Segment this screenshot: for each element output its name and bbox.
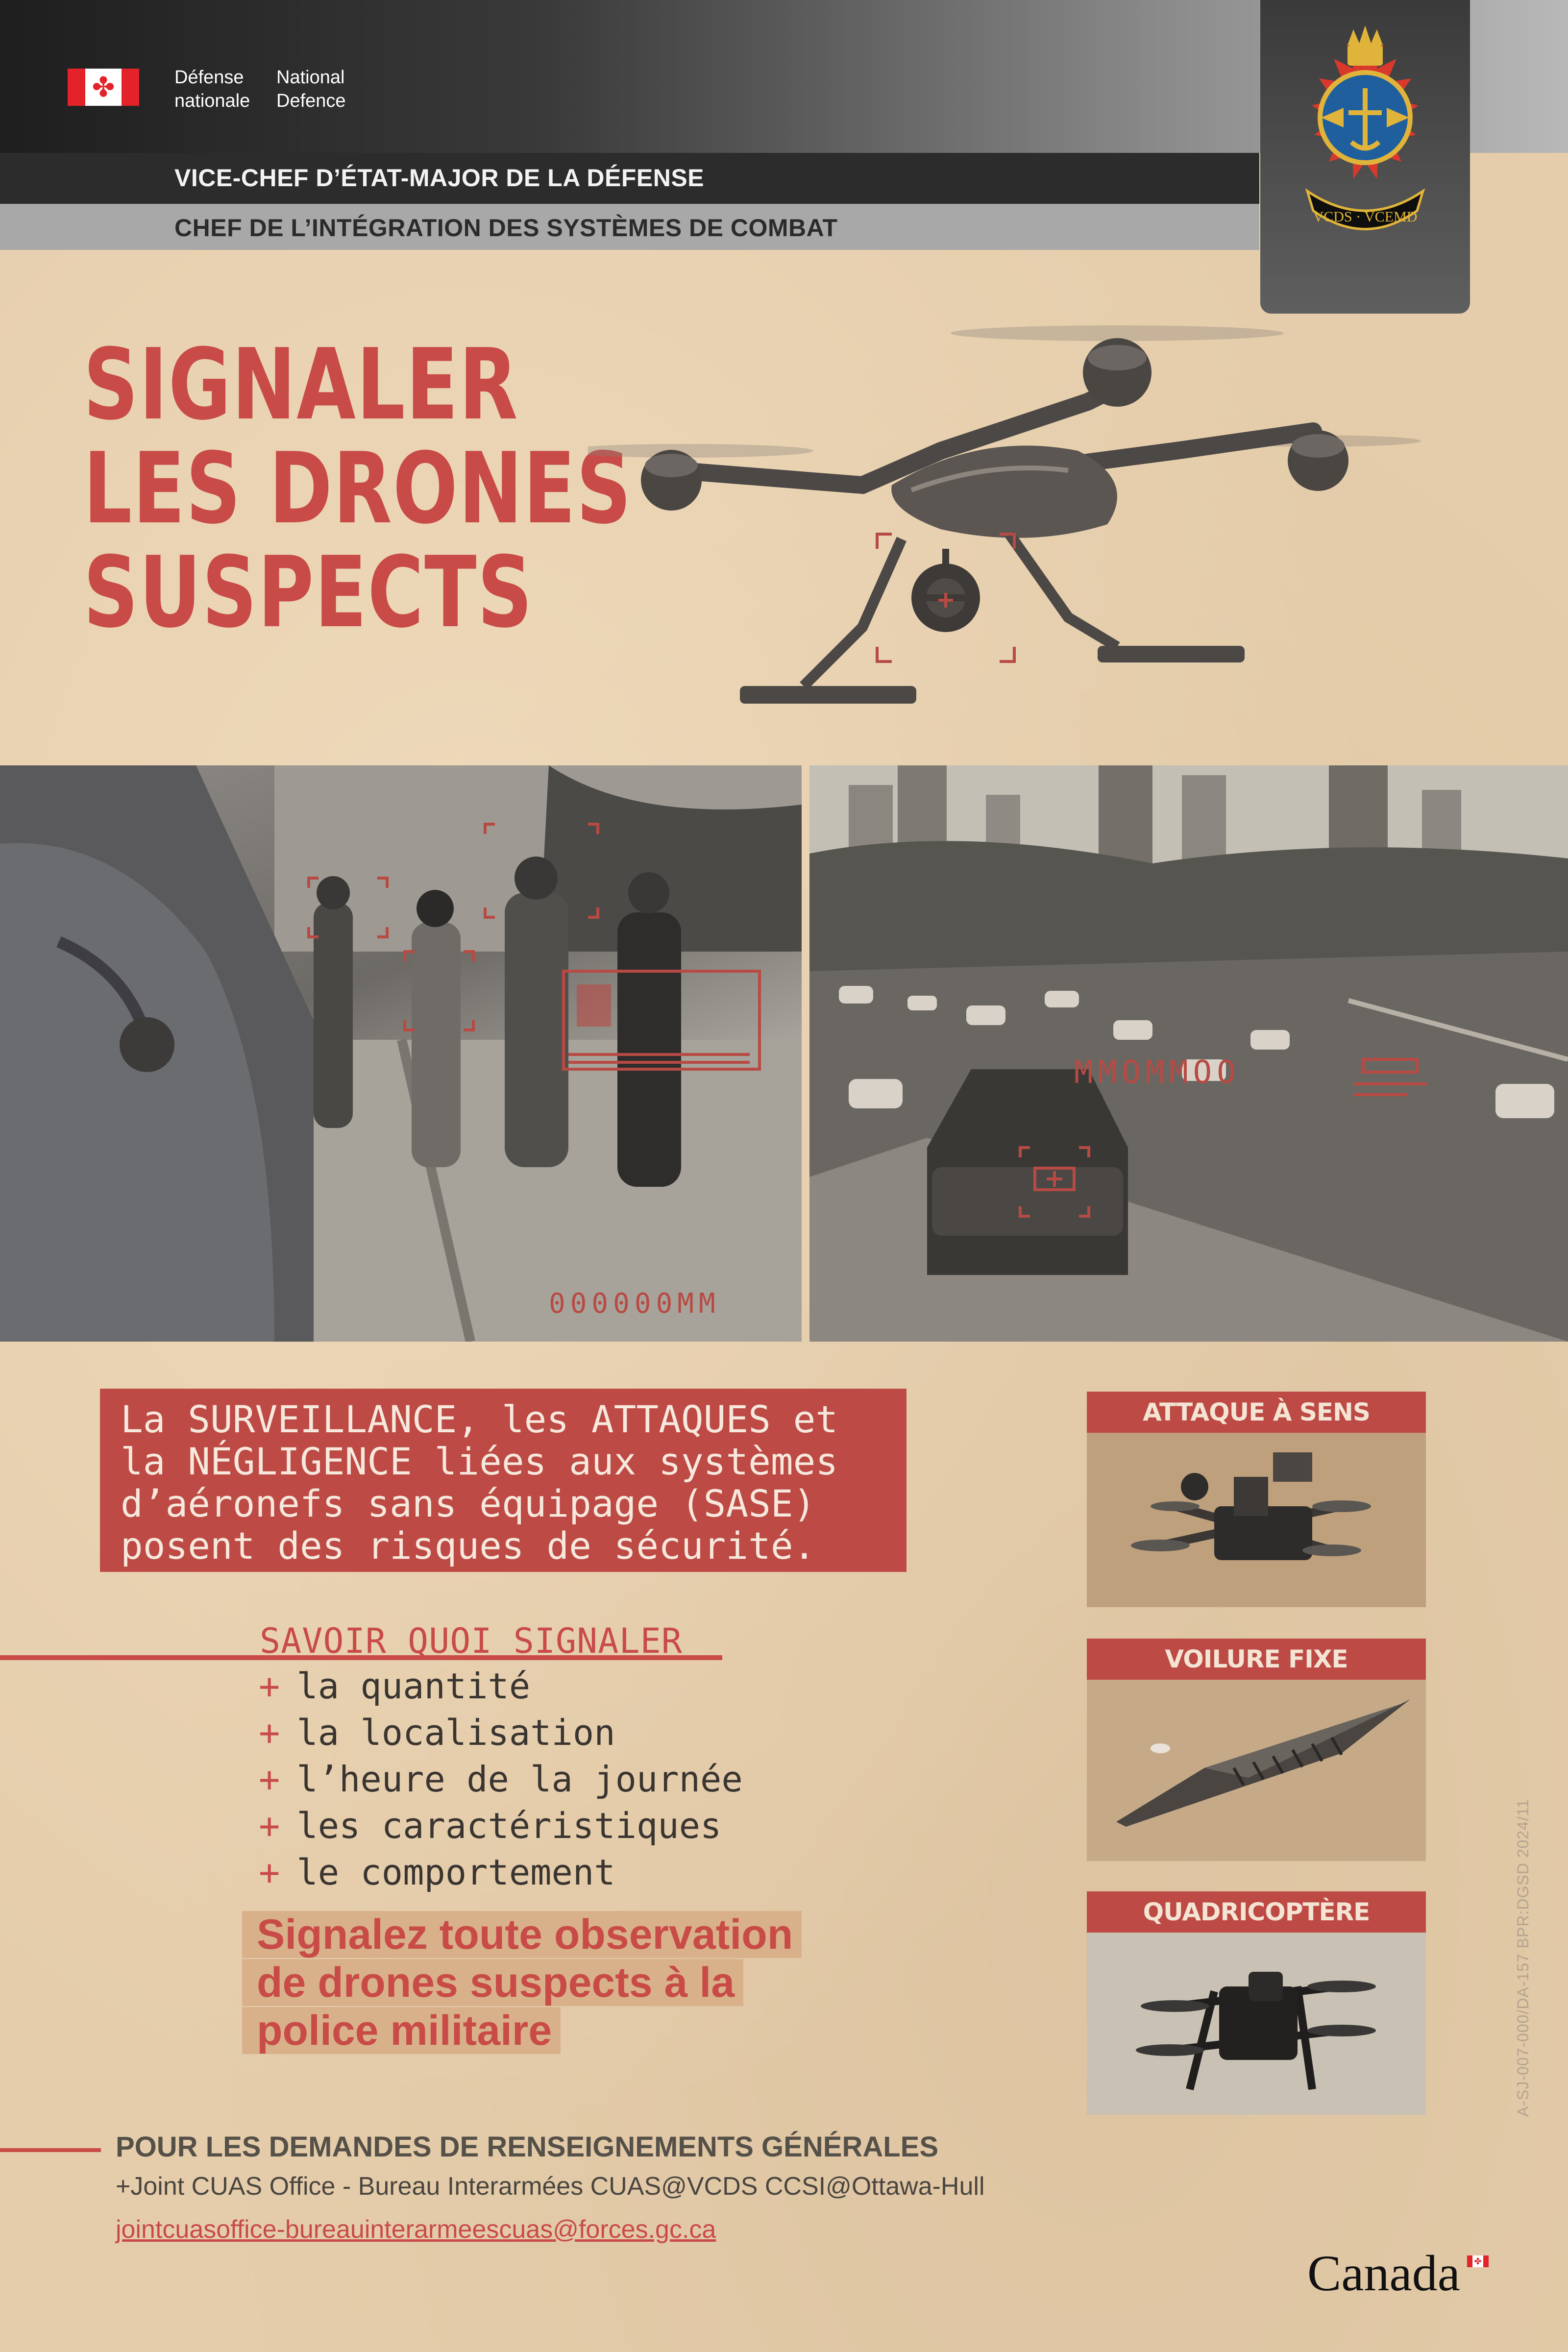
footer-office: +Joint CUAS Office - Bureau Interarmées CUAS@VCDS CCSI@Ottawa-Hull	[116, 2172, 985, 2201]
quadcopter-drone-icon	[1087, 1933, 1426, 2115]
list-item	[259, 1803, 743, 1849]
fixed-wing-drone-icon	[1087, 1680, 1426, 1861]
report-item-quantity: la quantité	[296, 1666, 531, 1707]
document-code: A-SJ-007-000/DA-157 BPR:DGSD 2024/11	[1514, 1798, 1532, 2117]
drone-card-one-way-attack	[1087, 1392, 1426, 1607]
vcds-crest-icon	[1260, 0, 1470, 314]
photo-pedestrians	[0, 765, 802, 1342]
risk-statement-text: La SURVEILLANCE, les ATTAQUES et la NÉGLIGENCE liées aux systèmes d’aéronefs sans équipage (SASE) posent des risques de sécurité.	[121, 1397, 838, 1568]
sub-organization-band	[0, 204, 1259, 250]
report-heading: SAVOIR QUOI SIGNALER	[260, 1621, 683, 1661]
contact-email-link[interactable]: jointcuasoffice-bureauinterarmeescuas@forces.gc.ca	[116, 2215, 716, 2244]
drone-card-quadcopter	[1087, 1891, 1426, 2115]
photo-left-code: 000000MM	[549, 1288, 720, 1320]
call-line-1: Signalez toute observation	[242, 1911, 802, 1958]
list-item	[259, 1756, 743, 1803]
signature-english: National Defence	[276, 67, 346, 111]
drone-card-caption: ATTAQUE À SENS	[1087, 1392, 1426, 1433]
photo-right-code: MMOMMOO	[1074, 1054, 1241, 1091]
footer-title: POUR LES DEMANDES DE RENSEIGNEMENTS GÉNÉRALES	[116, 2131, 938, 2163]
report-item-location: la localisation	[296, 1712, 615, 1753]
crest-label: VCDS · VCEMD	[1313, 209, 1418, 225]
call-line-3: police militaire	[242, 2007, 561, 2054]
list-item	[259, 1663, 743, 1710]
title-line-3: SUSPECTS	[83, 536, 534, 650]
list-item	[259, 1849, 743, 1896]
title-line-1: SIGNALER	[83, 328, 519, 442]
report-checklist	[259, 1663, 743, 1896]
report-item-behaviour: le comportement	[296, 1852, 615, 1893]
canada-flag-icon: ✤	[68, 69, 139, 106]
call-to-action	[242, 1911, 802, 2055]
hero-drone-illustration	[588, 274, 1421, 755]
report-item-time: l’heure de la journée	[296, 1759, 743, 1800]
sub-organization-name: CHEF DE L’INTÉGRATION DES SYSTÈMES DE COMBAT	[174, 214, 838, 242]
plus-icon: +	[259, 1759, 280, 1800]
crest-panel	[1260, 0, 1470, 314]
plus-icon: +	[259, 1712, 280, 1753]
drone-card-caption: QUADRICOPTÈRE	[1087, 1891, 1426, 1933]
organization-name: VICE-CHEF D’ÉTAT-MAJOR DE LA DÉFENSE	[174, 164, 705, 192]
signature-french: Défense nationale	[174, 67, 250, 111]
plus-icon: +	[259, 1805, 280, 1846]
canada-wordmark: Canada	[1307, 2245, 1460, 2302]
fpv-drone-icon	[1087, 1433, 1426, 1607]
report-item-characteristics: les caractéristiques	[296, 1805, 722, 1846]
organization-band	[0, 153, 1259, 204]
call-line-2: de drones suspects à la	[242, 1959, 743, 2006]
risk-statement-box	[100, 1389, 906, 1572]
wordmark-flag-icon: ✤	[1467, 2255, 1489, 2267]
poster-title	[83, 328, 632, 650]
title-line-2: LES DRONES	[83, 432, 632, 546]
footer-rule	[0, 2148, 101, 2152]
drone-card-caption: VOILURE FIXE	[1087, 1639, 1426, 1680]
photo-highway	[809, 765, 1568, 1342]
plus-icon: +	[259, 1852, 280, 1893]
drone-card-fixed-wing	[1087, 1639, 1426, 1861]
list-item	[259, 1710, 743, 1756]
plus-icon: +	[259, 1666, 280, 1707]
